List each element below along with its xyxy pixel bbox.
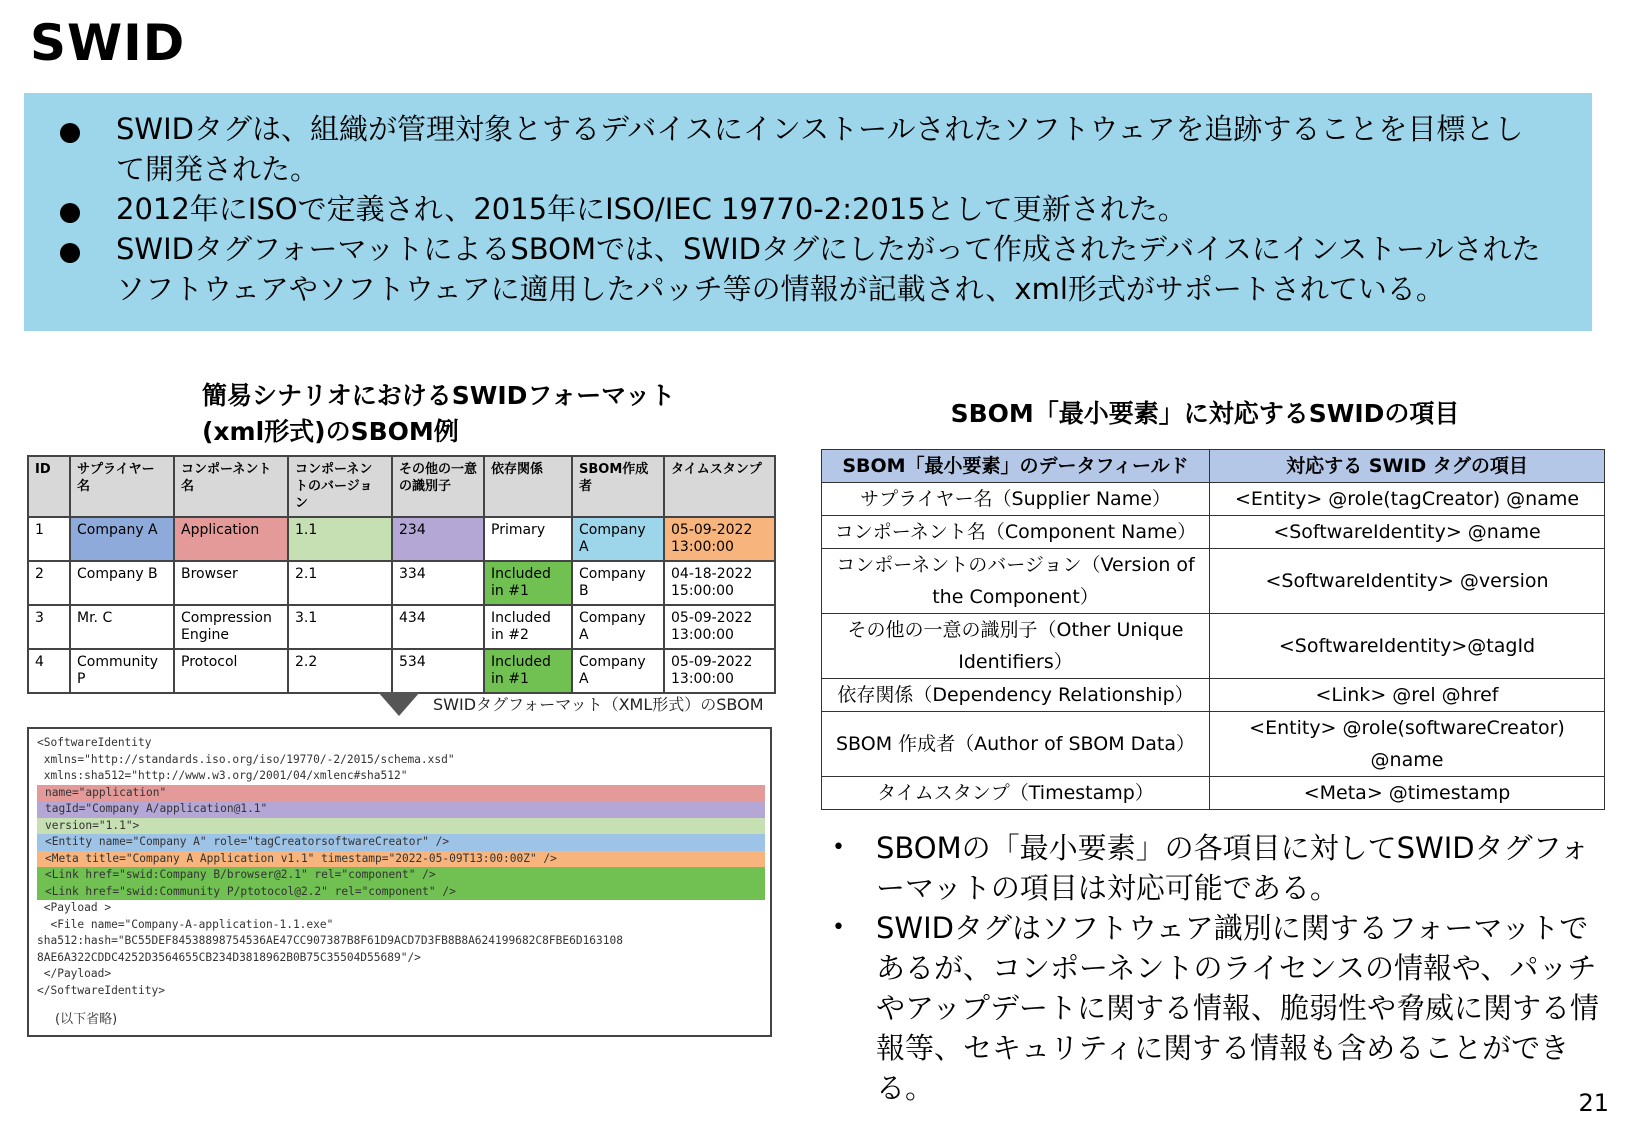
table-cell: コンポーネントのバージョン（Version of the Component） xyxy=(822,549,1210,614)
header-cell: SBOM「最小要素」のデータフィールド xyxy=(822,450,1210,483)
code-line: xmlns:sha512="http://www.w3.org/2001/04/xmlenc#sha512" xyxy=(37,769,408,782)
table-row xyxy=(28,517,775,561)
table-cell: 1 xyxy=(28,517,70,561)
code-line: xmlns="http://standards.iso.org/iso/19770/-2/2015/schema.xsd" xyxy=(37,752,455,766)
page-title: SWID xyxy=(30,14,186,72)
left-caption: 簡易シナリオにおけるSWIDフォーマット(xml形式)のSBOM例 xyxy=(202,381,676,446)
table-cell: Protocol xyxy=(174,649,288,693)
table-cell: サプライヤー名（Supplier Name） xyxy=(822,483,1210,516)
table-cell: Primary xyxy=(484,517,572,561)
header-cell: 対応する SWID タグの項目 xyxy=(1210,450,1605,483)
right-bullet-text: SBOMの「最小要素」の各項目に対してSWIDタグフォーマットの項目は対応可能である。 xyxy=(876,831,1590,905)
table-cell: <SoftwareIdentity> @name xyxy=(1210,516,1605,549)
intro-text: SWIDタグは、組織が管理対象とするデバイスにインストールされたソフトウェアを追跡することを目標として開発された。 xyxy=(116,112,1524,186)
code-line-highlight: <Link href="swid:Company B/browser@2.1" rel="component" /> xyxy=(37,867,765,884)
table-cell: Company A xyxy=(70,517,174,561)
table-cell: Company B xyxy=(70,561,174,605)
code-line: </Payload> xyxy=(37,967,112,980)
table-cell: 2.1 xyxy=(288,561,392,605)
table-cell: SBOM 作成者（Author of SBOM Data） xyxy=(822,712,1210,777)
intro-item xyxy=(24,229,1592,309)
table-row xyxy=(822,614,1605,679)
intro-text: 2012年にISOで定義され、2015年にISO/IEC 19770-2:2015として更新された。 xyxy=(116,192,1187,226)
table-row xyxy=(28,605,775,649)
table-cell: <Entity> @role(softwareCreator) @name xyxy=(1210,712,1605,777)
table-cell: <Entity> @role(tagCreator) @name xyxy=(1210,483,1605,516)
table-cell: タイムスタンプ（Timestamp） xyxy=(822,777,1210,810)
bullet-icon: • xyxy=(832,915,845,940)
intro-item xyxy=(24,109,1592,189)
table-cell: 依存関係（Dependency Relationship） xyxy=(822,679,1210,712)
header-cell: SBOM作成者 xyxy=(572,456,664,517)
right-bullet-item xyxy=(832,908,1602,1108)
table-cell: コンポーネント名（Component Name） xyxy=(822,516,1210,549)
example-sbom-table xyxy=(27,455,776,694)
code-line-highlight: <Link href="swid:Community P/ptotocol@2.2" rel="component" /> xyxy=(37,884,765,901)
table-cell: <Link> @rel @href xyxy=(1210,679,1605,712)
table-cell: Company B xyxy=(572,561,664,605)
table-cell: Included in #1 xyxy=(484,649,572,693)
table-cell: 234 xyxy=(392,517,484,561)
table-header-row xyxy=(822,450,1605,483)
header-cell: コンポーネント名 xyxy=(174,456,288,517)
intro-list xyxy=(24,109,1592,309)
table-cell: <Meta> @timestamp xyxy=(1210,777,1605,810)
arrow-label: SWIDタグフォーマット（XML形式）のSBOM xyxy=(433,695,764,714)
table-cell: 534 xyxy=(392,649,484,693)
code-line: <File name="Company-A-application-1.1.exe" xyxy=(37,917,334,931)
page-number: 21 xyxy=(1578,1089,1609,1117)
table-cell: Community P xyxy=(70,649,174,693)
table-row xyxy=(822,679,1605,712)
header-cell: その他の一意の識別子 xyxy=(392,456,484,517)
intro-box xyxy=(24,93,1592,331)
code-line-highlight: <Meta title="Company A Application v1.1" timestamp="2022-05-09T13:00:00Z" /> xyxy=(37,851,765,868)
right-bullet-item xyxy=(832,828,1602,908)
header-cell: サプライヤー名 xyxy=(70,456,174,517)
table-cell: 2 xyxy=(28,561,70,605)
code-line: 8AE6A322CDDC4252D3564655CB234D3818962B0B75C35504D55689"/> xyxy=(37,950,421,964)
table-cell: 05-09-2022 13:00:00 xyxy=(664,517,775,561)
table-cell: Application xyxy=(174,517,288,561)
right-bullet-text: SWIDタグはソフトウェア識別に関するフォーマットであるが、コンポーネントのライセンスの情報や、パッチやアップデートに関する情報、脆弱性や脅威に関する情報等、セキュリティに関する情報も含めることができる。 xyxy=(876,911,1599,1105)
table-header-row xyxy=(28,456,775,517)
table-row xyxy=(28,649,775,693)
code-line: </SoftwareIdentity> xyxy=(37,983,165,997)
table-row xyxy=(822,483,1605,516)
table-cell: 2.2 xyxy=(288,649,392,693)
table-cell: Included in #2 xyxy=(484,605,572,649)
code-line-highlight: name="application" xyxy=(37,785,765,802)
table-cell: Browser xyxy=(174,561,288,605)
table-cell: 04-18-2022 15:00:00 xyxy=(664,561,775,605)
table-cell: 434 xyxy=(392,605,484,649)
right-bullet-list xyxy=(832,828,1602,1108)
table-cell: Company A xyxy=(572,605,664,649)
table-cell: 05-09-2022 13:00:00 xyxy=(664,605,775,649)
right-caption: SBOM「最小要素」に対応するSWIDの項目 xyxy=(950,399,1460,428)
table-row xyxy=(822,516,1605,549)
header-cell: コンポーネントのバージョン xyxy=(288,456,392,517)
swid-mapping-table xyxy=(821,449,1605,810)
intro-text: SWIDタグフォーマットによるSBOMでは、SWIDタグにしたがって作成されたデバイスにインストールされたソフトウェアやソフトウェアに適用したパッチ等の情報が記載され、xml形式がサポートされている。 xyxy=(116,232,1541,306)
bullet-dot-icon xyxy=(60,243,80,263)
code-line: <SoftwareIdentity xyxy=(37,736,152,749)
code-line-highlight: version="1.1"> xyxy=(37,818,765,835)
table-row xyxy=(822,777,1605,810)
table-cell: Company A xyxy=(572,649,664,693)
table-cell: 3.1 xyxy=(288,605,392,649)
table-cell: Company A xyxy=(572,517,664,561)
table-cell: 4 xyxy=(28,649,70,693)
code-line-highlight: tagId="Company A/application@1.1" xyxy=(37,801,765,818)
table-cell: Compression Engine xyxy=(174,605,288,649)
table-row xyxy=(28,561,775,605)
table-cell: Mr. C xyxy=(70,605,174,649)
intro-item xyxy=(24,189,1592,229)
code-line: sha512:hash="BC55DEF84538898754536AE47CC907387B8F61D9ACD7D3FB8B8A624199682C8FBE6D163108 xyxy=(37,934,623,947)
code-line: <Payload > xyxy=(37,901,112,914)
down-triangle-icon xyxy=(378,692,420,716)
header-cell: 依存関係 xyxy=(484,456,572,517)
table-cell: 05-09-2022 13:00:00 xyxy=(664,649,775,693)
table-cell: 3 xyxy=(28,605,70,649)
table-cell: 334 xyxy=(392,561,484,605)
bullet-icon: • xyxy=(832,835,845,860)
xml-code-box xyxy=(27,727,772,1037)
code-line-highlight: <Entity name="Company A" role="tagCreatorsoftwareCreator" /> xyxy=(37,834,765,851)
table-row xyxy=(822,712,1605,777)
code-note: (以下省略) xyxy=(55,1012,118,1027)
table-cell: <SoftwareIdentity> @version xyxy=(1210,549,1605,614)
table-row xyxy=(822,549,1605,614)
header-cell: タイムスタンプ xyxy=(664,456,775,517)
bullet-dot-icon xyxy=(60,123,80,143)
table-cell: 1.1 xyxy=(288,517,392,561)
table-cell: <SoftwareIdentity>@tagId xyxy=(1210,614,1605,679)
table-cell: Included in #1 xyxy=(484,561,572,605)
header-cell: ID xyxy=(28,456,70,517)
bullet-dot-icon xyxy=(60,203,80,223)
table-cell: その他の一意の識別子（Other Unique Identifiers） xyxy=(822,614,1210,679)
